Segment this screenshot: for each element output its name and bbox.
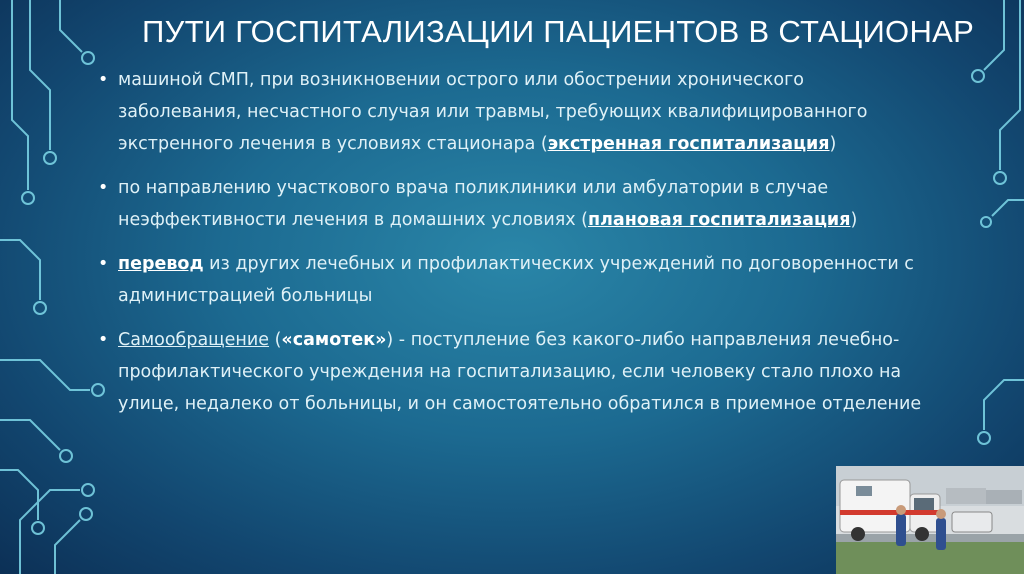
page-title: ПУТИ ГОСПИТАЛИЗАЦИИ ПАЦИЕНТОВ В СТАЦИОНАР: [142, 14, 975, 49]
list-item: • перевод из других лечебных и профилактических учреждений по договоренности с администрацией больницы: [96, 248, 926, 312]
emphasis-text: перевод: [118, 254, 204, 274]
emphasis-text: плановая госпитализация: [588, 210, 851, 230]
list-item: • по направлению участкового врача поликлиники или амбулатории в случае неэффективности лечения в домашних условиях (плановая госпитализация): [96, 172, 926, 236]
bullet-icon: •: [98, 254, 109, 274]
ambulance-photo: [836, 466, 1024, 574]
list-item: • машиной СМП, при возникновении острого или обострении хронического заболевания, несчастного случая или травмы, требующих квалифицированного экстренного лечения в условиях стационара (экстренная госпитализация): [96, 64, 926, 160]
list-item: • Самообращение («самотек») - поступление без какого-либо направления лечебно-профилактического учреждения на госпитализацию, если человеку стало плохо на улице, недалеко от больницы, и он самостоятельно обратился в приемное отделение: [96, 324, 926, 420]
bullet-icon: •: [98, 70, 109, 90]
ambulance-photo-icon: [836, 466, 1024, 574]
emphasis-text: экстренная госпитализация: [547, 134, 830, 154]
bullet-icon: •: [98, 178, 109, 198]
bullet-list: [96, 64, 926, 432]
bullet-icon: •: [98, 330, 109, 350]
circuit-decoration-left: [0, 0, 110, 574]
bold-text: «самотек»: [281, 330, 387, 350]
underlined-text: Самообращение: [118, 330, 270, 350]
